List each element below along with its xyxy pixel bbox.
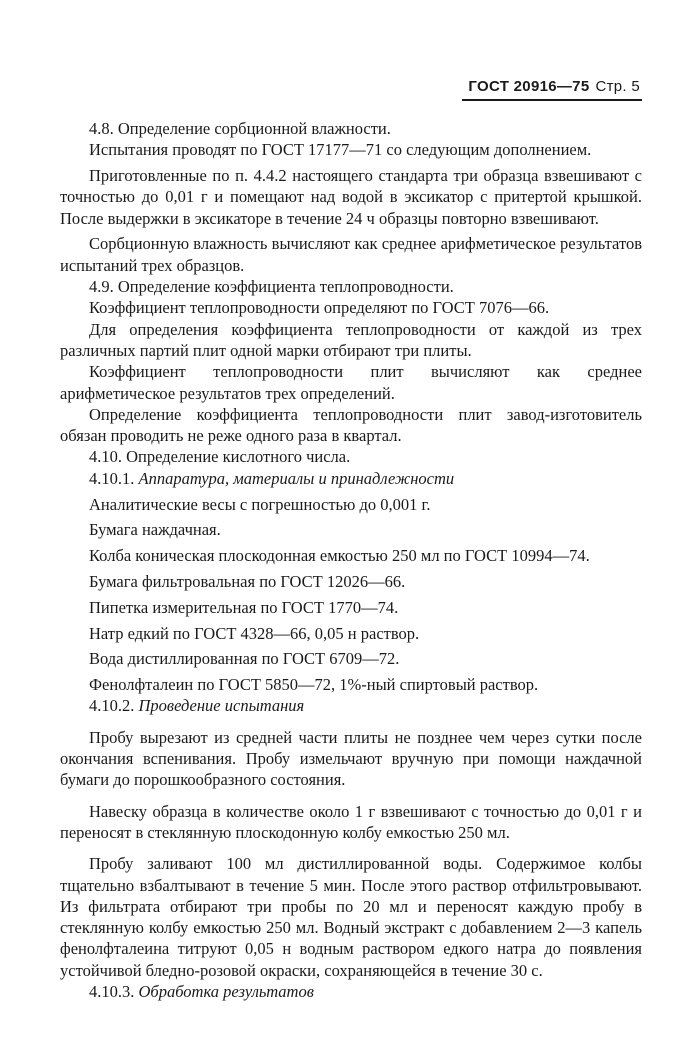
subsection-number: 4.10.3. xyxy=(89,981,139,1001)
subsection-number: 4.10.2. xyxy=(89,696,139,716)
paragraph: Коэффициент теплопроводности определяют по ГОСТ 7076—66. xyxy=(89,298,550,318)
paragraph: Навеску образца в количестве около 1 г взвешивают с точностью до 0,01 г и переносят в стеклянную плоскодонную колбу емкостью 250 мл. xyxy=(60,801,642,842)
subsection-heading-4-10-1 xyxy=(60,468,642,489)
list-item: Колба коническая плоскодонная емкостью 250 мл по ГОСТ 10994—74. xyxy=(89,546,590,566)
paragraph: Определение коэффициента теплопроводности плит завод-изготовитель обязан проводить не реже одного раза в квартал. xyxy=(60,404,642,446)
list-item: Вода дистиллированная по ГОСТ 6709—72. xyxy=(89,649,400,669)
paragraph: Сорбционную влажность вычисляют как среднее арифметическое результатов испытаний трех образцов. xyxy=(60,234,642,275)
standard-code: ГОСТ 20916—75 xyxy=(468,78,590,95)
subsection-heading-4-10-2 xyxy=(60,695,642,716)
subsection-title: Обработка результатов xyxy=(138,981,314,1001)
paragraph: Пробу вырезают из средней части плиты не позднее чем через сутки после окончания вспенивания. Пробу измельчают вручную при помощи наждачной бумаги до порошкообразного состояния. xyxy=(60,727,642,790)
subsection-heading-4-10-3 xyxy=(60,981,642,1002)
subsection-title: Проведение испытания xyxy=(138,696,305,716)
paragraph: Испытания проводят по ГОСТ 17177—71 со следующим дополнением. xyxy=(89,140,592,160)
list-item: Пипетка измерительная по ГОСТ 1770—74. xyxy=(89,597,399,617)
page-header xyxy=(462,78,640,95)
section-heading-4-9: 4.9. Определение коэффициента теплопроводности. xyxy=(89,277,454,297)
list-item: Бумага наждачная. xyxy=(89,520,221,540)
body-text xyxy=(60,118,642,1002)
header-rule xyxy=(462,99,642,101)
list-item: Фенолфталеин по ГОСТ 5850—72, 1%-ный спиртовый раствор. xyxy=(89,675,539,695)
paragraph: Приготовленные по п. 4.4.2 настоящего стандарта три образца взвешивают с точностью до 0,01 г и помещают над водой в эксикатор с притертой крышкой. После выдержки в эксикаторе в течение 24 ч образцы повторно взвешивают. xyxy=(60,166,642,228)
subsection-number: 4.10.1. xyxy=(89,468,139,488)
list-item: Аналитические весы с погрешностью до 0,001 г. xyxy=(89,494,431,514)
section-heading-4-10: 4.10. Определение кислотного числа. xyxy=(89,447,351,467)
list-item: Натр едкий по ГОСТ 4328—66, 0,05 н раствор. xyxy=(89,623,420,643)
page-number: Стр. 5 xyxy=(595,78,640,95)
paragraph: Пробу заливают 100 мл дистиллированной воды. Содержимое колбы тщательно взбалтывают в течение 5 мин. После этого раствор отфильтровывают. Из фильтрата отбирают три пробы по 20 мл и переносят каждую пробу в стеклянную колбу емкостью 250 мл. Водный экстракт с добавлением 2—3 капель фенолфталеина титруют 0,05 н водным раствором едкого натра до появления устойчивой бледно-розовой окраски, сохраняющейся в течение 30 с. xyxy=(60,854,642,980)
subsection-title: Аппаратура, материалы и принадлежности xyxy=(138,468,455,488)
section-heading-4-8: 4.8. Определение сорбционной влажности. xyxy=(89,119,391,138)
paragraph: Коэффициент теплопроводности плит вычисляют как среднее арифметическое результатов трех определений. xyxy=(60,362,642,403)
paragraph: Для определения коэффициента теплопроводности от каждой из трех различных партий плит одной марки отбирают три плиты. xyxy=(60,319,642,360)
list-item: Бумага фильтровальная по ГОСТ 12026—66. xyxy=(89,571,406,591)
